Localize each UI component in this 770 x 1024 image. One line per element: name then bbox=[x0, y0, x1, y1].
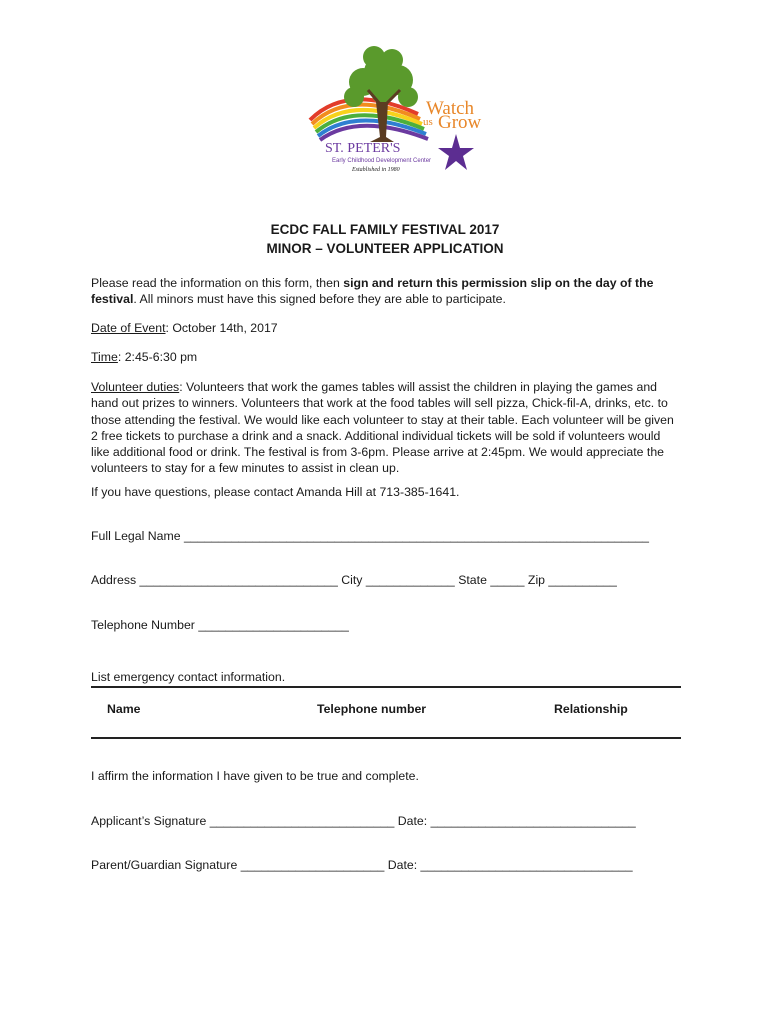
full-legal-name-field[interactable]: Full Legal Name ____________________________________________________________________ bbox=[91, 529, 650, 543]
star-icon bbox=[438, 134, 474, 170]
column-header-name: Name bbox=[107, 702, 141, 716]
table-top-rule bbox=[91, 686, 681, 688]
logo-name: ST. PETER'S bbox=[325, 141, 401, 156]
logo-watch: Watch bbox=[426, 98, 475, 119]
page-subtitle: MINOR – VOLUNTEER APPLICATION bbox=[266, 241, 504, 256]
applicant-signature-field[interactable]: Applicant’s Signature ___________________________ Date: ______________________________ bbox=[91, 814, 636, 828]
logo-established: Established in 1980 bbox=[352, 167, 400, 173]
intro-text-2: . All minors must have this signed before they are able to participate. bbox=[133, 292, 506, 307]
intro-paragraph bbox=[91, 275, 681, 308]
column-header-telephone: Telephone number bbox=[317, 702, 427, 716]
volunteer-duties-label: Volunteer duties bbox=[91, 380, 180, 394]
time-value: : 2:45-6:30 pm bbox=[117, 350, 198, 364]
volunteer-duties-text: : Volunteers that work the games tables will assist the children in playing the games and hand out prizes to winners. Volunteers that work at the food tables will sell pizza, Chick-fil-A, drinks, etc. to those attending the festival. We would like each volunteer to stay at their table. Each volunteer will be given 2 free tickets to purchase a drink and a snack. Additional individual tickets will be sold if volunteers would like additional food or drink. The festival is from 3-6pm. Please arrive at 2:45pm. We would appreciate the volunteers to stay for a few minutes to assist in clean up. bbox=[91, 380, 674, 476]
date-of-event bbox=[91, 321, 278, 335]
table-bottom-rule bbox=[91, 737, 681, 739]
emergency-contact-label: List emergency contact information. bbox=[91, 670, 286, 684]
date-of-event-value: : October 14th, 2017 bbox=[165, 321, 278, 335]
intro-text-1: Please read the information on this form, then bbox=[91, 276, 344, 290]
event-time bbox=[91, 350, 197, 364]
intro-bold-1: sign and return this permission slip on the day of the bbox=[343, 276, 654, 290]
intro-bold-2: festival bbox=[91, 292, 134, 307]
affirmation-text: I affirm the information I have given to be true and complete. bbox=[91, 769, 419, 783]
guardian-signature-field[interactable]: Parent/Guardian Signature _____________________ Date: _______________________________ bbox=[91, 858, 633, 872]
time-label: Time bbox=[91, 350, 118, 364]
volunteer-duties bbox=[91, 379, 681, 477]
logo-grow: Grow bbox=[438, 112, 482, 133]
st-peters-logo bbox=[308, 42, 498, 177]
address-field[interactable]: Address _____________________________ City _____________ State _____ Zip __________ bbox=[91, 573, 617, 587]
logo-subtitle: Early Childhood Development Center bbox=[332, 158, 432, 164]
column-header-relationship: Relationship bbox=[554, 702, 628, 716]
date-of-event-label: Date of Event bbox=[91, 321, 166, 335]
questions-contact: If you have questions, please contact Amanda Hill at 713-385-1641. bbox=[91, 485, 460, 499]
page-title: ECDC FALL FAMILY FESTIVAL 2017 bbox=[270, 222, 500, 237]
telephone-field[interactable]: Telephone Number ______________________ bbox=[91, 618, 349, 632]
logo-us: us bbox=[423, 116, 433, 128]
